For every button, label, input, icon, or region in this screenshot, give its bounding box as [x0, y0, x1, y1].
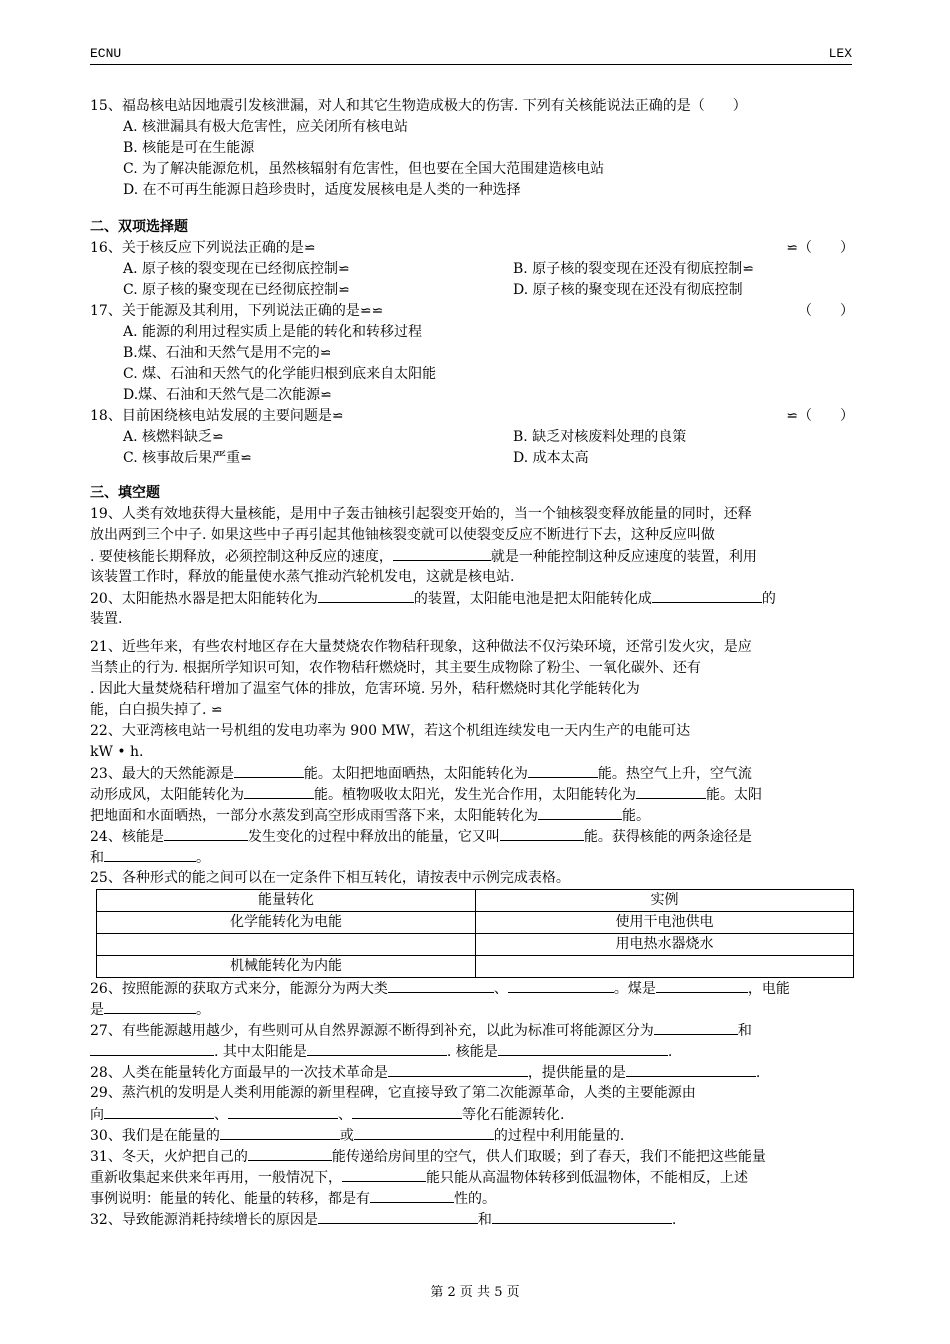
q24-line-2 [90, 847, 860, 868]
q20-text-c: 的 [761, 591, 776, 607]
energy-conversion-table [96, 889, 854, 978]
answer-blank[interactable] [354, 1125, 494, 1140]
q17-stem-row [90, 301, 860, 322]
answer-blank[interactable] [244, 784, 314, 799]
q23-text-a: 23、最大的天然能源是 [90, 766, 234, 782]
q16-option-c: C. 原子核的聚变现在已经彻底控制⋍ [123, 282, 350, 298]
q28-text-a: 28、人类在能量转化方面最早的一次技术革命是 [90, 1065, 388, 1081]
q29-text-d: 等化石能源转化. [462, 1107, 565, 1123]
q29-text-c: 、 [338, 1107, 352, 1123]
table-cell: 用电热水器烧水 [476, 934, 854, 956]
table-cell: 使用干电池供电 [476, 912, 854, 934]
q30-line [90, 1125, 860, 1146]
table-header-cell: 实例 [476, 890, 854, 912]
q29-line-2 [90, 1104, 860, 1125]
answer-blank[interactable] [220, 1125, 340, 1140]
q16-option-b: B. 原子核的裂变现在还没有彻底控制⋍ [513, 261, 754, 277]
q27-text-a: 27、有些能源越用越少，有些则可从自然界源源不断得到补充，以此为标准可将能源区分为 [90, 1023, 654, 1039]
q26-text-c: 。煤是 [613, 981, 656, 997]
q18-option-d: D. 成本太高 [513, 450, 589, 466]
q18-option-b: B. 缺乏对核废料处理的良策 [513, 429, 687, 445]
q27-line-1 [90, 1020, 860, 1041]
q18-option-c: C. 核事故后果严重⋍ [123, 450, 252, 466]
answer-blank[interactable] [104, 847, 196, 862]
q32-text-b: 和 [477, 1212, 492, 1228]
answer-blank[interactable] [104, 999, 196, 1014]
q27-text-e: . [667, 1044, 673, 1060]
q26-text-f: 。 [196, 1002, 210, 1018]
table-cell-blank[interactable] [97, 934, 476, 956]
q27-text-d: . 核能是 [446, 1044, 498, 1060]
table-row [97, 912, 854, 934]
q21-line-1: 21、近些年来，有些农村地区存在大量焚烧农作物秸秆现象，这种做法不仅污染环境，还常引发火灾，是应 [90, 639, 752, 655]
q23-line-1 [90, 763, 860, 784]
q23-text-e: 能。植物吸收太阳光，发生光合作用，太阳能转化为 [314, 787, 636, 803]
q28-text-b: ，提供能量的是 [527, 1065, 626, 1081]
q26-text-e: 是 [90, 1002, 104, 1018]
q21-line-4: 能，白白损失掉了. ⋍ [90, 702, 223, 718]
q31-line-2 [90, 1167, 860, 1188]
q30-text-c: 的过程中利用能量的. [493, 1128, 625, 1144]
q29-text-a: 向 [90, 1107, 104, 1123]
q24-line-1 [90, 826, 860, 847]
q15-option-a: A. 核泄漏具有极大危害性，应关闭所有核电站 [123, 119, 409, 135]
answer-blank[interactable] [654, 1020, 738, 1035]
answer-blank[interactable] [90, 1041, 214, 1056]
answer-blank[interactable] [307, 1041, 447, 1056]
answer-blank[interactable] [318, 1209, 478, 1224]
q26-text-b: 、 [493, 981, 508, 997]
q19-line-4: 该装置工作时，释放的能量使水蒸气推动汽轮机发电，这就是核电站. [90, 569, 515, 585]
answer-blank[interactable] [352, 1104, 462, 1119]
table-cell: 化学能转化为电能 [97, 912, 476, 934]
q24-text-a: 24、核能是 [90, 829, 164, 845]
q16-stem: 16、关于核反应下列说法正确的是⋍ [90, 240, 316, 256]
answer-blank[interactable] [248, 1146, 332, 1161]
q27-line-2 [90, 1041, 860, 1062]
q19-line-1: 19、人类有效地获得大量核能，是用中子轰击铀核引起裂变开始的，当一个铀核裂变释放能量的同时，还释 [90, 506, 752, 522]
q17-option-d: D.煤、石油和天然气是二次能源⋍ [123, 387, 332, 403]
answer-blank[interactable] [388, 1062, 528, 1077]
q17-option-a: A. 能源的利用过程实质上是能的转化和转移过程 [123, 324, 423, 340]
q31-text-c: 重新收集起来供来年再用，一般情况下， [90, 1170, 342, 1186]
answer-blank[interactable] [498, 1041, 668, 1056]
page-header [90, 46, 852, 65]
answer-blank[interactable] [393, 546, 491, 561]
q25-stem: 25、各种形式的能之间可以在一定条件下相互转化，请按表中示例完成表格。 [90, 870, 570, 886]
q31-line-1 [90, 1146, 860, 1167]
q23-text-c: 能。热空气上升，空气流 [597, 766, 752, 782]
q30-text-a: 30、我们是在能量的 [90, 1128, 220, 1144]
q18-stem-row [90, 406, 860, 427]
q21-line-3: . 因此大量焚烧秸秆增加了温室气体的排放，危害环境. 另外，秸秆燃烧时其化学能转化为 [90, 681, 640, 697]
answer-blank[interactable] [492, 1209, 672, 1224]
header-left: ECNU [90, 46, 122, 61]
q23-line-3 [90, 805, 860, 826]
answer-blank[interactable] [388, 978, 494, 993]
answer-blank[interactable] [104, 1104, 214, 1119]
q31-text-d: 能只能从高温物体转移到低温物体，不能相反，上述 [426, 1170, 748, 1186]
q20-text-b: 的装置，太阳能电池是把太阳能转化成 [413, 591, 652, 607]
q15-stem: 15、福岛核电站因地震引发核泄漏，对人和其它生物造成极大的伤害. 下列有关核能说法正确的是（ ） [90, 98, 747, 114]
q16-options-row-1 [90, 259, 860, 280]
q19-line-3b: 就是一种能控制这种反应速度的装置，利用 [490, 549, 757, 565]
q21-line-2: 当禁止的行为. 根据所学知识可知，农作物秸秆燃烧时，其主要生成物除了粉尘、一氧化碳外、还有 [90, 660, 701, 676]
q31-text-b: 能传递给房间里的空气，供人们取暖；到了春天，我们不能把这些能量 [331, 1149, 766, 1165]
q20-line-2: 装置. [90, 611, 123, 627]
q24-text-c: 能。获得核能的两条途径是 [583, 829, 752, 845]
q23-text-g: 把地面和水面晒热，一部分水蒸发到高空形成雨雪落下来，太阳能转化为 [90, 808, 538, 824]
answer-blank[interactable] [538, 805, 622, 820]
q28-line [90, 1062, 860, 1083]
q24-text-e: 。 [196, 850, 210, 866]
q26-text-d: ，电能 [747, 981, 790, 997]
q32-text-c: . [671, 1212, 677, 1228]
q29-text-b: 、 [214, 1107, 228, 1123]
answer-blank[interactable] [164, 826, 248, 841]
page-footer: 第 2 页 共 5 页 [430, 1285, 520, 1300]
q16-option-d: D. 原子核的聚变现在还没有彻底控制 [513, 282, 743, 298]
q18-stem: 18、目前困绕核电站发展的主要问题是⋍ [90, 408, 344, 424]
q17-stem: 17、关于能源及其利用，下列说法正确的是⋍⋍ [90, 303, 384, 319]
q18-paren: ⋍（ ） [786, 408, 854, 424]
q24-text-d: 和 [90, 850, 104, 866]
section-3-title: 三、填空题 [90, 485, 160, 501]
answer-blank[interactable] [228, 1104, 338, 1119]
q31-text-a: 31、冬天，火炉把自己的 [90, 1149, 248, 1165]
answer-blank[interactable] [652, 588, 762, 603]
q28-text-c: . [755, 1065, 761, 1081]
answer-blank[interactable] [626, 1062, 756, 1077]
q31-line-3 [90, 1188, 860, 1209]
q18-option-a: A. 核燃料缺乏⋍ [123, 429, 224, 445]
q16-paren: ⋍（ ） [786, 240, 854, 256]
q20-line-1 [90, 588, 860, 609]
q32-text-a: 32、导致能源消耗持续增长的原因是 [90, 1212, 318, 1228]
q27-text-b: 和 [737, 1023, 752, 1039]
answer-blank[interactable] [318, 588, 414, 603]
q17-paren: （ ） [798, 303, 854, 319]
q23-text-h: 能。 [622, 808, 650, 824]
answer-blank[interactable] [370, 1188, 454, 1203]
q23-text-d: 动形成风，太阳能转化为 [90, 787, 244, 803]
answer-blank[interactable] [636, 784, 706, 799]
q15-option-d: D. 在不可再生能源日趋珍贵时，适度发展核电是人类的一种选择 [123, 182, 521, 198]
q23-text-f: 能。太阳 [706, 787, 762, 803]
answer-blank[interactable] [508, 978, 614, 993]
q29-line-1: 29、蒸汽机的发明是人类利用能源的新里程碑，它直接导致了第二次能源革命，人类的主要能源由 [90, 1085, 696, 1101]
q20-text-a: 20、太阳能热水器是把太阳能转化为 [90, 591, 318, 607]
q17-option-b: B.煤、石油和天然气是用不完的⋍ [123, 345, 332, 361]
table-row [97, 934, 854, 956]
answer-blank[interactable] [656, 978, 748, 993]
answer-blank[interactable] [342, 1167, 426, 1182]
q23-line-2 [90, 784, 860, 805]
table-row [97, 956, 854, 978]
header-right: LEX [828, 46, 852, 61]
q26-line-2 [90, 999, 860, 1020]
q27-text-c: . 其中太阳能是 [214, 1044, 307, 1060]
q31-text-e: 事例说明：能量的转化、能量的转移，都是有 [90, 1191, 370, 1207]
table-header-cell: 能量转化 [97, 890, 476, 912]
q16-option-a: A. 原子核的裂变现在已经彻底控制⋍ [123, 261, 350, 277]
q19-line-3 [90, 546, 860, 567]
q18-options-row-2 [90, 448, 860, 469]
document-body [90, 96, 860, 1230]
table-cell-blank[interactable] [476, 956, 854, 978]
answer-blank[interactable] [528, 763, 598, 778]
q15-option-c: C. 为了解决能源危机，虽然核辐射有危害性，但也要在全国大范围建造核电站 [123, 161, 605, 177]
q24-text-b: 发生变化的过程中释放出的能量，它又叫 [247, 829, 500, 845]
section-2-title: 二、双项选择题 [90, 219, 188, 235]
q22-line-1: 22、大亚湾核电站一号机组的发电功率为 900 MW，若这个机组连续发电一天内生产的电能可达 [90, 723, 691, 739]
q26-line-1 [90, 978, 860, 999]
table-header-row [97, 890, 854, 912]
q19-line-3a: . 要使核能长期释放，必须控制这种反应的速度， [90, 549, 393, 565]
q15-option-b: B. 核能是可在生能源 [123, 140, 255, 156]
q32-line [90, 1209, 860, 1230]
q16-options-row-2 [90, 280, 860, 301]
q16-stem-row [90, 238, 860, 259]
q18-options-row-1 [90, 427, 860, 448]
q22-line-2: kW • h. [90, 744, 144, 760]
q17-option-c: C. 煤、石油和天然气的化学能归根到底来自太阳能 [123, 366, 437, 382]
q26-text-a: 26、按照能源的获取方式来分，能源分为两大类 [90, 981, 388, 997]
answer-blank[interactable] [500, 826, 584, 841]
answer-blank[interactable] [234, 763, 304, 778]
q31-text-f: 性的。 [454, 1191, 496, 1207]
q23-text-b: 能。太阳把地面晒热，太阳能转化为 [303, 766, 528, 782]
q19-line-2: 放出两到三个中子. 如果这些中子再引起其他铀核裂变就可以使裂变反应不断进行下去，这种反应叫做 [90, 527, 715, 543]
q30-text-b: 或 [339, 1128, 354, 1144]
table-cell: 机械能转化为内能 [97, 956, 476, 978]
